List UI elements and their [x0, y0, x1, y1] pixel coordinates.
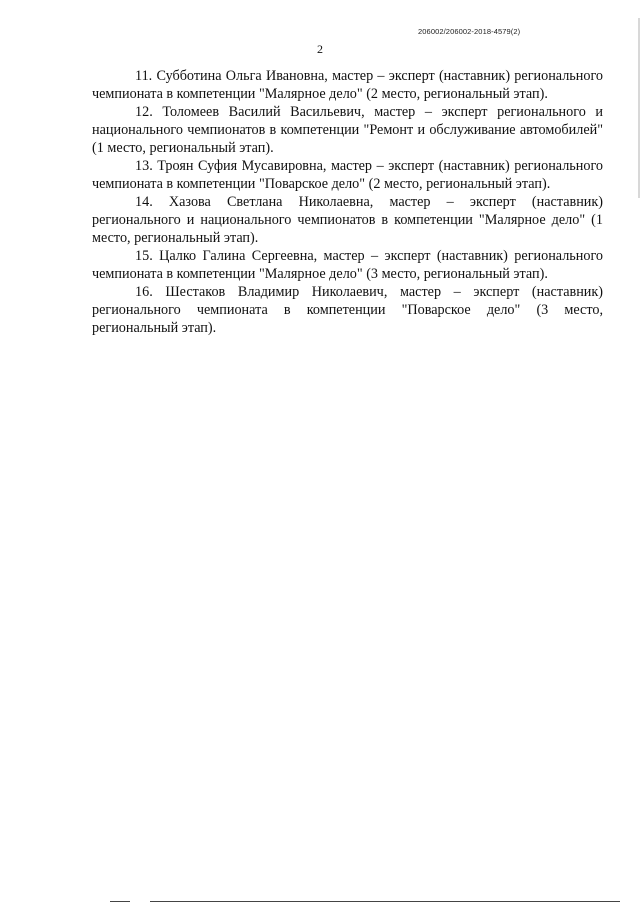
list-item-text: Толомеев Василий Васильевич, мастер – эксперт регионального и национального чемпионатов в компетенции "Ремонт и обслуживание автомобилей" (1 место, региональный этап).	[92, 104, 603, 156]
scan-bottom-line	[110, 901, 130, 902]
list-item-text: Хазова Светлана Николаевна, мастер – эксперт (наставник) регионального и национального чемпионатов в компетенции "Малярное дело" (1 место, региональный этап).	[92, 194, 603, 246]
list-item	[92, 67, 603, 103]
list-item	[92, 247, 603, 283]
list-item	[92, 193, 603, 247]
list-item-number: 12.	[135, 104, 153, 120]
list-item	[92, 103, 603, 157]
list-item-number: 14.	[135, 194, 153, 210]
page-number: 2	[317, 42, 323, 56]
list-item	[92, 157, 603, 193]
list-item-text: Шестаков Владимир Николаевич, мастер – эксперт (наставник) регионального чемпионата в компетенции "Поварское дело" (3 место, региональный этап).	[92, 284, 603, 336]
list-item-number: 11.	[135, 68, 153, 84]
scan-bottom-line	[150, 901, 620, 902]
list-item-text: Цалко Галина Сергеевна, мастер – эксперт (наставник) регионального чемпионата в компетенции "Малярное дело" (3 место, региональный этап).	[92, 248, 604, 282]
list-item-number: 16.	[135, 284, 153, 300]
list-item-text: Субботина Ольга Ивановна, мастер – эксперт (наставник) регионального чемпионата в компетенции "Малярное дело" (2 место, региональный этап).	[92, 68, 604, 102]
list-item-number: 13.	[135, 158, 153, 174]
list-item-text: Троян Суфия Мусавировна, мастер – эксперт (наставник) регионального чемпионата в компетенции "Поварское дело" (2 место, региональный этап).	[92, 158, 603, 192]
document-code: 206002/206002-2018-4579(2)	[418, 27, 521, 36]
document-body	[92, 67, 603, 337]
list-item-number: 15.	[135, 248, 153, 264]
list-item	[92, 283, 603, 337]
